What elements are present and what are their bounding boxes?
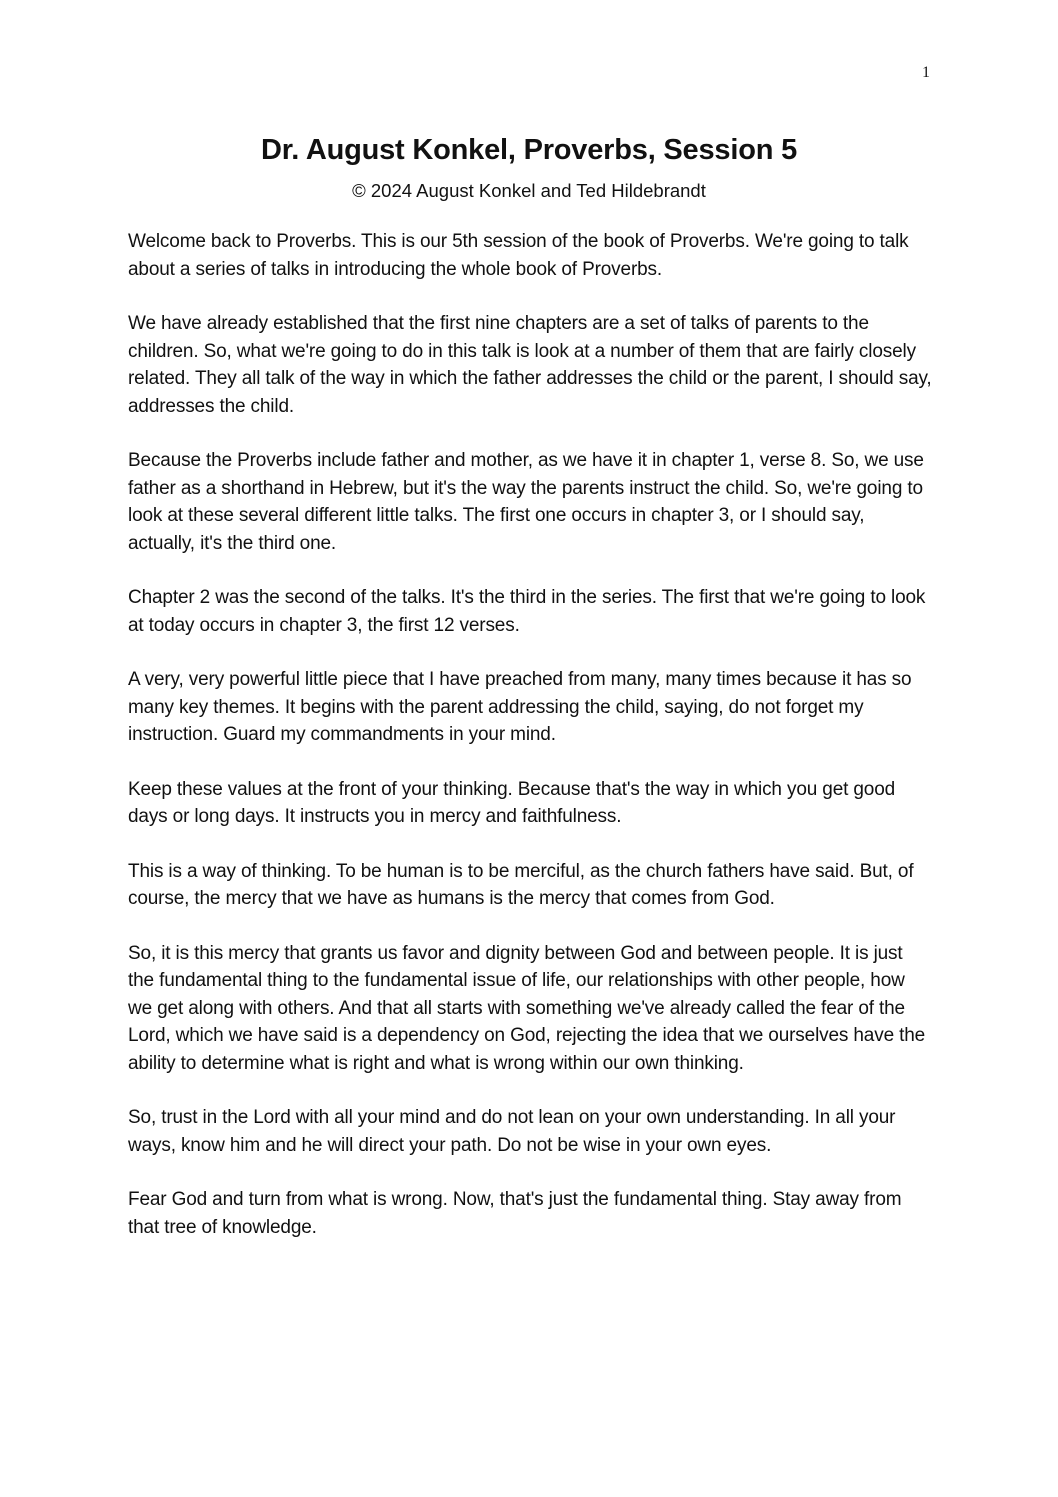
document-title: Dr. August Konkel, Proverbs, Session 5 (260, 134, 798, 166)
paragraph: Because the Proverbs include father and mother, as we have it in chapter 1, verse 8. So, we use father as a shorthand in Hebrew, but it's the way the parents instruct the child. So, we're going to look at these several different little talks. The first one occurs in chapter 3, or I should say, actually, it's the third one. (128, 450, 924, 554)
page-number: 1 (922, 64, 930, 81)
document-body (128, 228, 933, 1268)
paragraph: This is a way of thinking. To be human is to be merciful, as the church fathers have said. But, of course, the mercy that we have as humans is the mercy that comes from God. (128, 860, 914, 909)
paragraph: So, it is this mercy that grants us favor and dignity between God and between people. It is just the fundamental thing to the fundamental issue of life, our relationships with other people, how we get along with others. And that all starts with something we've already called the fear of the Lord, which we have said is a dependency on God, rejecting the idea that we ourselves have the ability to determine what is right and what is wrong within our own thinking. (128, 942, 926, 1074)
copyright-line: © 2024 August Konkel and Ted Hildebrandt (352, 180, 706, 201)
paragraph: Welcome back to Proverbs. This is our 5th session of the book of Proverbs. We're going to talk about a series of talks in introducing the whole book of Proverbs. (128, 231, 909, 280)
paragraph: Keep these values at the front of your thinking. Because that's the way in which you get good days or long days. It instructs you in mercy and faithfulness. (128, 778, 896, 827)
paragraph: We have already established that the first nine chapters are a set of talks of parents to the children. So, what we're going to do in this talk is look at a number of them that are fairly closely related. They all talk of the way in which the father addresses the child or the parent, I should say, addresses the child. (128, 313, 932, 417)
paragraph: Chapter 2 was the second of the talks. It's the third in the series. The first that we're going to look at today occurs in chapter 3, the first 12 verses. (128, 587, 926, 636)
paragraph: A very, very powerful little piece that I have preached from many, many times because it has so many key themes. It begins with the parent addressing the child, saying, do not forget my instruction. Guard my commandments in your mind. (128, 669, 912, 745)
paragraph: So, trust in the Lord with all your mind and do not lean on your own understanding. In all your ways, know him and he will direct your path. Do not be wise in your own eyes. (128, 1107, 896, 1156)
paragraph: Fear God and turn from what is wrong. Now, that's just the fundamental thing. Stay away from that tree of knowledge. (128, 1189, 902, 1238)
